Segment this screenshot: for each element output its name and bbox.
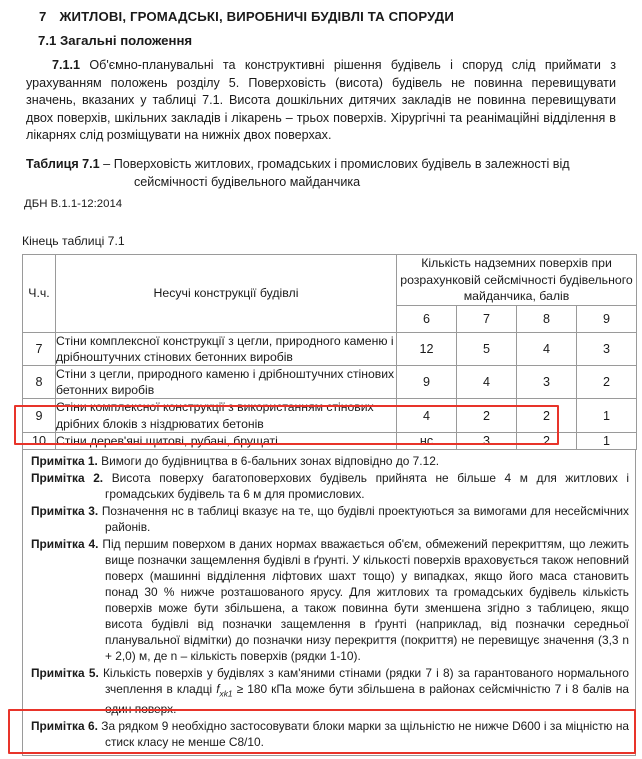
- note-text: Позначення нс в таблиці вказує на те, що будівлі проектуються за вимогами для несейсмічних районів.: [98, 504, 629, 535]
- note-label: Примітка 4.: [31, 537, 99, 552]
- table-notes-block: [22, 450, 636, 756]
- clause-body: Об'ємно-планувальні та конструктивні рішення будівель і споруд слід приймати з урахуванням положень розділу 5. Поверховість (висота) будівель не повинна перевищувати значень, вказаних у таблиці 7.1. Висота дошкільних дитячих закладів не повинна перевищувати двох поверхів, шкільних закладів і лікарень – трьох поверхів. Хірургічні та реанімаційні відділення в лікарнях слід розміщувати на нижніх двох поверхах.: [26, 58, 616, 143]
- table-caption: [26, 156, 616, 191]
- clause-paragraph: [26, 57, 616, 145]
- section-heading: [39, 9, 630, 24]
- note-label: Примітка 2.: [31, 471, 104, 486]
- note-4: [31, 536, 629, 664]
- note-label: Примітка 1.: [31, 454, 98, 469]
- row-value-9: 1: [577, 432, 637, 449]
- note-text: Під першим поверхом в даних нормах вважається об'єм, обмежений перекриттям, що лежить вище позначки защемлення будівлі в ґрунті. У кількості поверхів враховується також неповний поверх (машинні відділення ліфтових шахт тощо) у випадках, якщо його маса становить понад 30 % нижче розташованого ярусу. Для житлових та громадських будівель кількість поверхів може бути збільшена, а також повинна бути зменшена згідно з таблицею, якщо висота будівлі від позначки защемлення в ґрунті (наприклад, від позначки середньої планувальної відмітки) до позначки низу перекриття (покриття) не перевищує значення (3,3 n + 2,0) м, де n – кількість поверхів (рядки 1-10).: [98, 537, 629, 664]
- row-number: 8: [23, 366, 56, 399]
- table-body: [23, 332, 637, 449]
- note-label: Примітка 6.: [31, 719, 98, 734]
- table-row: [23, 432, 637, 449]
- note-symbol-subscript: xk1: [219, 688, 233, 699]
- row-value-8: 2: [517, 399, 577, 432]
- note-label: Примітка 5.: [31, 666, 99, 681]
- row-value-9: 3: [577, 332, 637, 365]
- row-description: Стіни з цегли, природного каменю і дрібноштучних стінових бетонних виробів: [56, 366, 397, 399]
- table-head: [23, 255, 637, 333]
- clause-number: 7.1.1: [52, 58, 81, 72]
- row-value-7: 4: [457, 366, 517, 399]
- row-number: 10: [23, 432, 56, 449]
- row-value-7: 3: [457, 432, 517, 449]
- header-description-column: Несучі конструкції будівлі: [56, 255, 397, 333]
- table-header-row-1: [23, 255, 637, 306]
- note-text: За рядком 9 необхідно застосовувати блоки марки за щільністю не нижче D600 і за міцністю на стиск класу не менше С8/10.: [97, 719, 630, 750]
- table-caption-text: – Поверховість житлових, громадських і промислових будівель в залежності від сейсмічності будівельного майданчика: [99, 156, 570, 189]
- row-value-8: 4: [517, 332, 577, 365]
- row-value-7: 5: [457, 332, 517, 365]
- row-value-6: 9: [397, 366, 457, 399]
- header-score-6: 6: [397, 305, 457, 332]
- header-score-8: 8: [517, 305, 577, 332]
- row-number: 7: [23, 332, 56, 365]
- row-value-6: 12: [397, 332, 457, 365]
- table-container: [22, 254, 636, 450]
- row-value-6: 4: [397, 399, 457, 432]
- floors-seismicity-table: [22, 254, 637, 450]
- row-value-9: 1: [577, 399, 637, 432]
- note-1: [31, 453, 629, 469]
- note-text: Висота поверху багатоповерхових будівель прийнята не більше 4 м для житлових і громадських будівель та 6 м для промислових.: [103, 471, 630, 502]
- row-description: Стіни дерев'яні щитові, рубані, брущаті: [56, 432, 397, 449]
- header-group-column: Кількість надземних поверхів при розрахунковій сейсмічності будівельного майданчика, балів: [397, 255, 637, 306]
- note-symbol: f: [216, 682, 220, 697]
- note-3: [31, 503, 629, 535]
- table-row: [23, 332, 637, 365]
- row-description: Стіни комплексної конструкції з цегли, природного каменю і дрібноштучних стінових бетонних виробів: [56, 332, 397, 365]
- table-row: [23, 366, 637, 399]
- table-row: [23, 399, 637, 432]
- header-score-7: 7: [457, 305, 517, 332]
- header-num-column: Ч.ч.: [23, 255, 56, 333]
- note-text-part1: Кількість поверхів у будівлях з кам'яними стінами (рядки 7 і 8) за гарантованого нормального зчеплення в кладці: [98, 666, 630, 697]
- section-title-text: ЖИТЛОВІ, ГРОМАДСЬКІ, ВИРОБНИЧІ БУДІВЛІ ТА СПОРУДИ: [59, 9, 454, 24]
- note-text: Вимоги до будівництва в 6-бальних зонах відповідно до 7.12.: [97, 454, 440, 469]
- row-value-6: нс: [397, 432, 457, 449]
- row-value-7: 2: [457, 399, 517, 432]
- row-value-8: 3: [517, 366, 577, 399]
- row-number: 9: [23, 399, 56, 432]
- standard-code: ДБН В.1.1-12:2014: [24, 198, 123, 211]
- subsection-heading: 7.1 Загальні положення: [38, 33, 193, 48]
- note-2: [31, 470, 629, 502]
- note-6: [31, 718, 629, 750]
- row-description: Стіни комплексної конструкції з використанням стінових дрібних блоків з ніздрюватих бетонів: [56, 399, 397, 432]
- note-label: Примітка 3.: [31, 504, 99, 519]
- header-score-9: 9: [577, 305, 637, 332]
- table-caption-label: Таблиця 7.1: [26, 156, 100, 171]
- row-value-8: 2: [517, 432, 577, 449]
- table-continuation-label: Кінець таблиці 7.1: [22, 234, 125, 249]
- note-text-part2: ≥ 180 кПа може бути збільшена в районах сейсмічністю 7 і 8 балів на один поверх.: [105, 682, 629, 717]
- row-value-9: 2: [577, 366, 637, 399]
- note-5: [31, 665, 629, 717]
- document-page: [0, 9, 642, 759]
- section-number: 7: [39, 9, 47, 24]
